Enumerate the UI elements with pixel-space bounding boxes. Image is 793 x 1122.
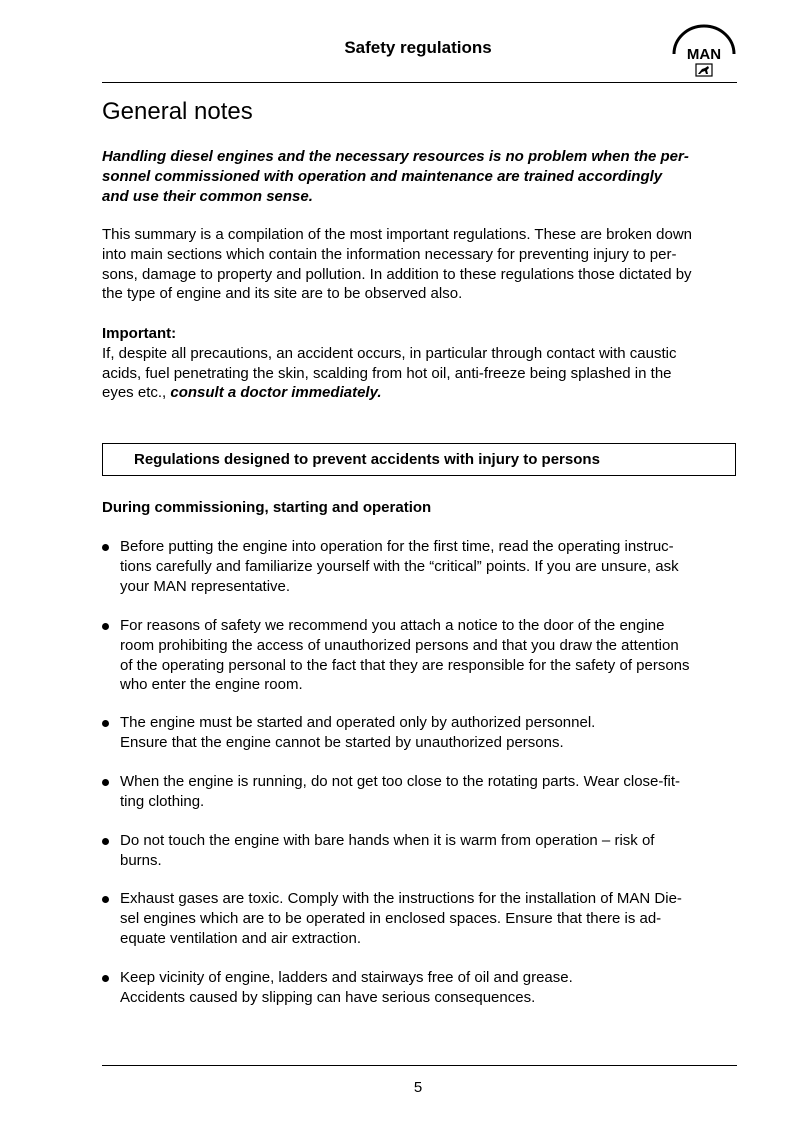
bullet-line: Before putting the engine into operation for the first time, read the operating instruc- — [120, 538, 674, 555]
bullet-line: who enter the engine room. — [120, 676, 303, 694]
bullet-line: of the operating personal to the fact that they are responsible for the safety of persons — [120, 656, 690, 674]
bullet-text — [120, 968, 573, 1008]
intro-paragraph — [102, 147, 689, 206]
important-line — [102, 383, 676, 403]
bullet-text — [120, 537, 679, 596]
page-number: 5 — [413, 1079, 423, 1096]
bullet-dot-icon — [102, 720, 109, 727]
bullet-line: tions carefully and familiarize yourself with the “critical” points. If you are unsure, ask — [120, 557, 679, 575]
bullet-line: The engine must be started and operated only by authorized personnel. — [120, 714, 596, 731]
bullet-dot-icon — [102, 623, 109, 630]
section-box — [102, 443, 736, 476]
important-label: Important: — [102, 325, 177, 342]
summary-line: into main sections which contain the information necessary for preventing injury to per- — [102, 245, 677, 263]
bullet-line: When the engine is running, do not get too close to the rotating parts. Wear close-fit- — [120, 773, 681, 790]
svg-text:MAN: MAN — [686, 46, 722, 63]
footer-rule — [102, 1065, 737, 1066]
bullet-line: Keep vicinity of engine, ladders and stairways free of oil and grease. — [120, 969, 573, 986]
bullet-line: Ensure that the engine cannot be started by unauthorized persons. — [120, 733, 564, 751]
bullet-text — [120, 616, 690, 695]
summary-line: This summary is a compilation of the most important regulations. These are broken down — [102, 226, 692, 243]
bullet-line: Do not touch the engine with bare hands when it is warm from operation – risk of — [120, 832, 655, 849]
header-title: Safety regulations — [344, 38, 492, 57]
man-logo — [668, 24, 740, 78]
bullet-dot-icon — [102, 544, 109, 551]
subheading: During commissioning, starting and operation — [102, 499, 432, 516]
important-emphasis: consult a doctor immediately. — [170, 384, 382, 402]
bullet-line: burns. — [120, 851, 162, 869]
bullet-line: your MAN representative. — [120, 577, 291, 595]
summary-line: the type of engine and its site are to be observed also. — [102, 285, 463, 303]
intro-line: sonnel commissioned with operation and maintenance are trained accordingly — [102, 167, 663, 185]
bullet-text — [120, 713, 595, 753]
summary-paragraph — [102, 225, 692, 304]
page-title: General notes — [102, 98, 253, 125]
important-paragraph — [102, 324, 676, 403]
bullet-text — [120, 889, 682, 948]
bullet-dot-icon — [102, 975, 109, 982]
bullet-dot-icon — [102, 896, 109, 903]
bullet-line: For reasons of safety we recommend you attach a notice to the door of the engine — [120, 617, 665, 634]
bullet-dot-icon — [102, 779, 109, 786]
bullet-text — [120, 772, 680, 812]
important-prefix: eyes etc., — [102, 384, 171, 402]
bullet-line: equate ventilation and air extraction. — [120, 929, 361, 947]
bullet-dot-icon — [102, 838, 109, 845]
header-rule — [102, 82, 737, 83]
important-line: acids, fuel penetrating the skin, scalding from hot oil, anti-freeze being splashed in the — [102, 364, 672, 382]
bullet-line: room prohibiting the access of unauthorized persons and that you draw the attention — [120, 636, 679, 654]
bullet-line: Accidents caused by slipping can have serious consequences. — [120, 988, 536, 1006]
bullet-text — [120, 831, 654, 871]
summary-line: sons, damage to property and pollution. In addition to these regulations those dictated by — [102, 265, 692, 283]
bullet-line: Exhaust gases are toxic. Comply with the instructions for the installation of MAN Die- — [120, 890, 682, 907]
important-line: If, despite all precautions, an accident occurs, in particular through contact with caustic — [102, 344, 677, 362]
bullet-line: sel engines which are to be operated in enclosed spaces. Ensure that there is ad- — [120, 909, 662, 927]
intro-line: and use their common sense. — [102, 187, 313, 205]
intro-line: Handling diesel engines and the necessary resources is no problem when the per- — [102, 148, 689, 165]
bullet-line: ting clothing. — [120, 792, 205, 810]
section-box-title: Regulations designed to prevent accidents with injury to persons — [134, 451, 600, 468]
